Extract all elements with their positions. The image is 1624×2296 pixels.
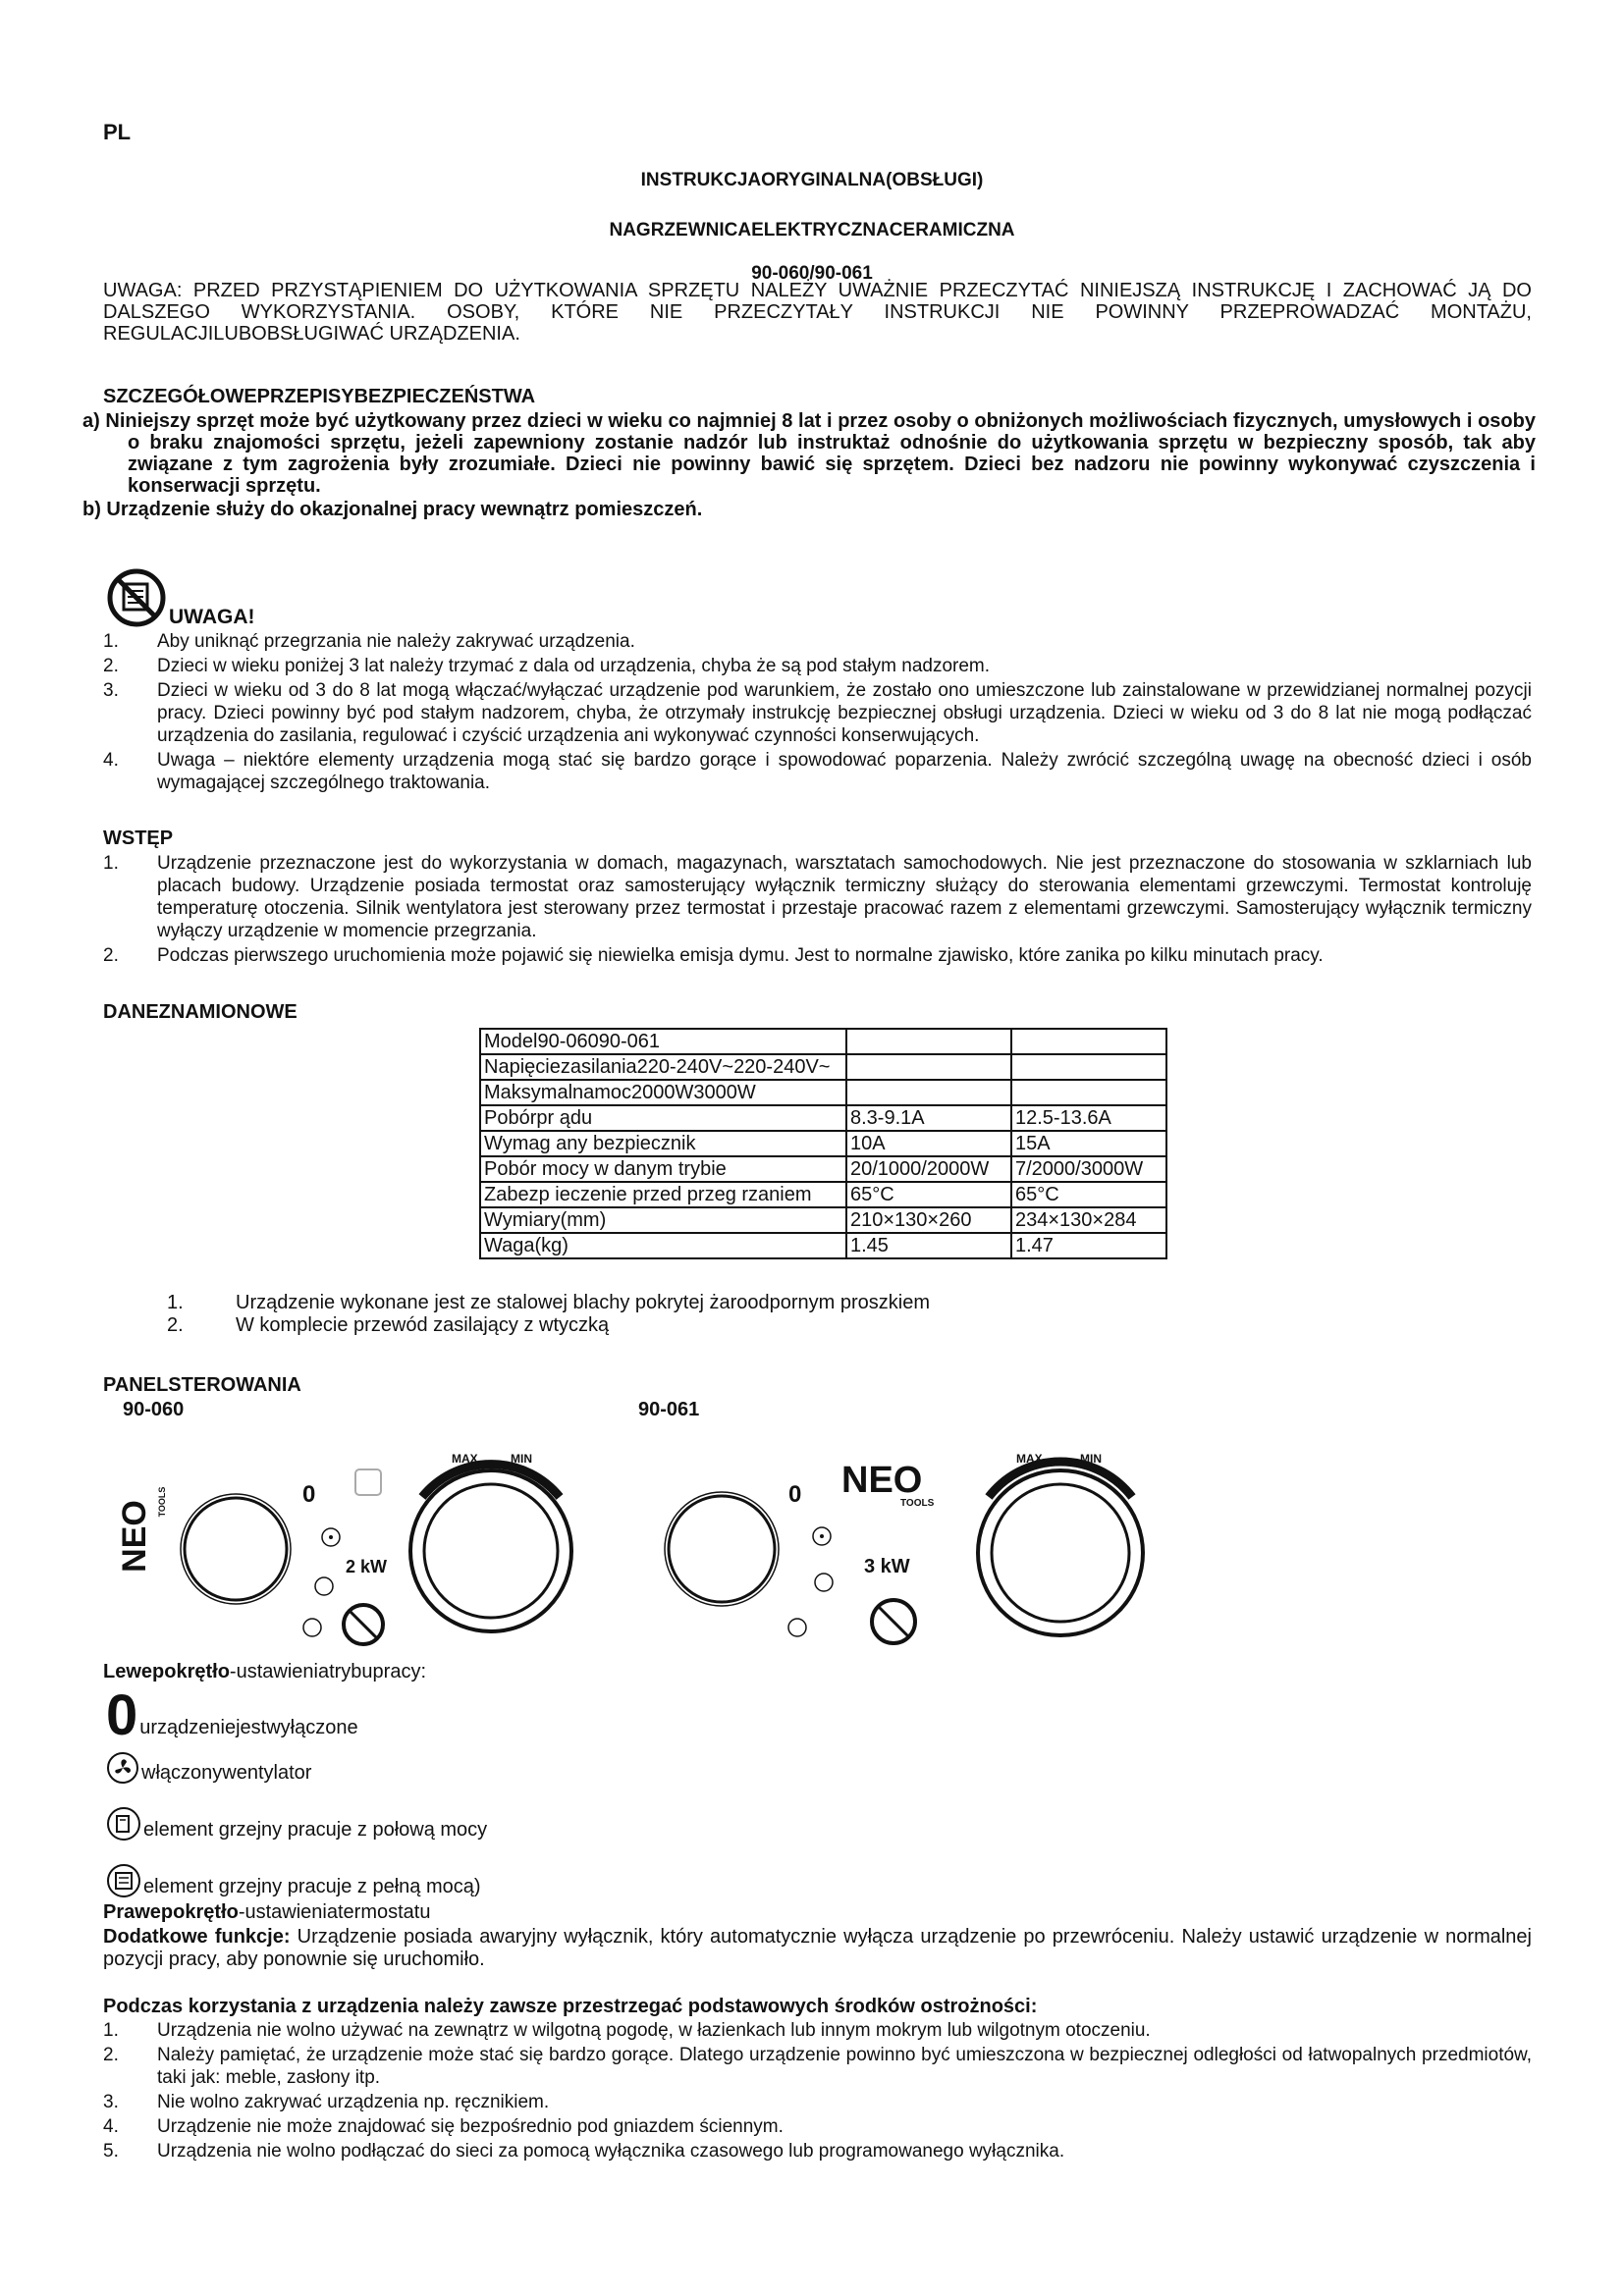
dane-heading: DANEZNAMIONOWE (103, 1001, 298, 1023)
legend-full-row (106, 1863, 481, 1898)
safety-rules (82, 410, 1536, 520)
legend-half-text: element grzejny pracuje z połową mocy (143, 1819, 488, 1841)
warning-paragraph: UWAGA: PRZED PRZYSTĄPIENIEM DO UŻYTKOWANIA SPRZĘTU NALEŻY UWAŻNIE PRZECZYTAĆ NINIEJSZĄ INSTRUKCJĘ I ZACHOWAĆ JĄ DO DALSZEGO WYKORZYSTANIA. OSOBY, KTÓRE NIE PRZECZYTAŁY INSTRUKCJI NIE POWINNY PRZEPROWADZAĆ MONTAŻU, REGULACJILUBOBSŁUGIWAĆ URZĄDZENIA. (103, 280, 1532, 345)
mode-zero-label: 0 (302, 1481, 316, 1508)
panel-model-b: 90-061 (638, 1399, 700, 1420)
mode-knob[interactable] (185, 1498, 287, 1600)
list-item: 1. Urządzenie przeznaczone jest do wykorzystania w domach, magazynach, warsztatach samochodowych. Nie jest przeznaczone do stosowania w szklarniach lub placach budowy. Urządzenie posiada termostat oraz samosterujący wyłącznik termiczny służący do sterowania elementami grzewczymi. Termostat kontroluję temperaturę otoczenia. Silnik wentylatora jest sterowany przez termostat i przestaje pracować razem z elementami grzewczymi. Samosterujący wyłącznik termiczny wyłączy urządzenie w momencie przegrzania. (103, 853, 1532, 941)
list-item: 4. Urządzenie nie może znajdować się bezpośrednio pod gniazdem ściennym. (103, 2116, 784, 2137)
precautions-heading: Podczas korzystania z urządzenia należy zawsze przestrzegać podstawowych środków ostrożności: (103, 1996, 1038, 2017)
table-row: Zabezp ieczenie przed przeg rzaniem 65°C 65°C (480, 1182, 1166, 1207)
indicator-light (355, 1469, 381, 1495)
left-knob-caption: Lewepokrętło-ustawieniatrybupracy: (103, 1661, 427, 1682)
list-item: 1. Aby uniknąć przegrzania nie należy zakrywać urządzenia. (103, 631, 635, 652)
thermostat-max-label: MAX (1016, 1452, 1043, 1466)
panel-heading: PANELSTEROWANIA (103, 1374, 301, 1396)
product-title: NAGRZEWNICAELEKTRYCZNACERAMICZNA (609, 220, 1015, 240)
list-item: 1. Urządzenie wykonane jest ze stalowej blachy pokrytej żaroodpornym proszkiem (167, 1292, 930, 1313)
table-row: Wymag any bezpiecznik 10A 15A (480, 1131, 1166, 1156)
thermostat-min-label: MIN (1080, 1452, 1102, 1466)
legend-full-text: element grzejny pracuje z pełną mocą) (143, 1876, 481, 1897)
list-item: 2. Dzieci w wieku poniżej 3 lat należy trzymać z dala od urządzenia, chyba że są pod stałym nadzorem. (103, 656, 991, 676)
safety-heading: SZCZEGÓŁOWEPRZEPISYBEZPIECZEŃSTWA (103, 386, 536, 407)
thermostat-min-label: MIN (511, 1452, 532, 1466)
brand-logo-vertical (116, 1487, 167, 1573)
panel-model-a: 90-060 (123, 1399, 185, 1420)
brand-logo-text: NEO (116, 1500, 153, 1573)
control-panel-90-060 (116, 1443, 619, 1659)
brand-sub-text: TOOLS (900, 1498, 935, 1509)
dane-notes (167, 1292, 930, 1337)
brand-sub-text: TOOLS (157, 1486, 167, 1518)
uwaga-label: UWAGA! (169, 606, 255, 628)
uwaga-list (103, 630, 1532, 796)
right-knob-caption: Prawepokrętło-ustawieniatermostatu (103, 1901, 431, 1923)
fan-icon-center (329, 1535, 333, 1539)
thermostat-max-label: MAX (452, 1452, 478, 1466)
table-row: Pobór mocy w danym trybie 20/1000/2000W 7/2000/3000W (480, 1156, 1166, 1182)
table-row: Napięciezasilania220-240V~220-240V~ (480, 1054, 1166, 1080)
table-row: Maksymalnamoc2000W3000W (480, 1080, 1166, 1105)
extra-functions: Dodatkowe funkcje: Urządzenie posiada awaryjny wyłącznik, który automatycznie wyłącza urządzenie po przewróceniu. Należy ustawić urządzenie w normalnej pozycji pracy, aby ponownie się uruchomiło. (103, 1926, 1532, 1970)
list-item: 2. Podczas pierwszego uruchomienia może pojawić się niewielka emisja dymu. Jest to normalne zjawisko, które zanika po kilku minutach pracy. (103, 945, 1324, 966)
legend-off-text: urządzeniejestwyłączone (139, 1717, 358, 1738)
precautions-list (103, 2019, 1532, 2164)
list-item: 1. Urządzenia nie wolno używać na zewnątrz w wilgotną pogodę, w łazienkach lub innym mokrym lub wilgotnym otoczeniu. (103, 2020, 1151, 2041)
full-power-icon (788, 1619, 806, 1636)
list-item: 3. Nie wolno zakrywać urządzenia np. ręcznikiem. (103, 2092, 550, 2112)
power-label-2kw: 2 kW (346, 1557, 388, 1576)
no-cover-icon (106, 567, 167, 628)
legend-fan-text: włączonywentylator (141, 1762, 312, 1784)
list-item: 5. Urządzenia nie wolno podłączać do sieci za pomocą wyłącznika czasowego lub programowanego wyłącznika. (103, 2141, 1065, 2162)
manual-title: INSTRUKCJAORYGINALNA(OBSŁUGI) (640, 170, 984, 190)
fan-icon (106, 1751, 139, 1785)
table-row: Wymiary(mm) 210×130×260 234×130×284 (480, 1207, 1166, 1233)
list-item: 4. Uwaga – niektóre elementy urządzenia mogą stać się bardzo gorące i spowodować poparzenia. Należy zwrócić szczególną uwagę na obecność dzieci i osób wymagającej szczególnego traktowania. (103, 750, 1532, 793)
thermostat-knob[interactable] (410, 1470, 571, 1631)
half-power-icon (315, 1577, 333, 1595)
table-row: Waga(kg) 1.45 1.47 (480, 1233, 1166, 1258)
thermostat-knob[interactable] (978, 1470, 1143, 1635)
half-power-icon (815, 1574, 833, 1591)
brand-logo-text: NEO (841, 1460, 923, 1501)
language-code: PL (103, 120, 132, 144)
safety-rule-a: a) Niniejszy sprzęt może być użytkowany przez dzieci w wieku co najmniej 8 lat i przez osoby o obniżonych możliwościach fizycznych, umysłowych i osoby o braku znajomości sprzętu, jeżeli zapewniony zostanie nadzór lub instruktaż odnośnie do użytkowania sprzętu w bezpieczny sposób, tak aby związane z tym zagrożenia były zrozumiałe. Dzieci nie powinny bawić się sprzętem. Dzieci bez nadzoru nie powinny wykonywać czyszczenia i konserwacji sprzętu. (82, 410, 1536, 497)
full-power-icon (303, 1619, 321, 1636)
table-row: Model90-06090-061 (480, 1029, 1166, 1054)
list-item: 2. Należy pamiętać, że urządzenie może stać się bardzo gorące. Dlatego urządzenie powinno być umieszczona w bezpiecznej odległości od łatwopalnych przedmiotów, taki jak: meble, zasłony itp. (103, 2045, 1532, 2088)
off-symbol: 0 (106, 1683, 138, 1747)
list-item: 2. W komplecie przewód zasilający z wtyczką (167, 1314, 610, 1336)
model-number: 90-060/90-061 (751, 263, 873, 284)
legend-half-row (106, 1806, 487, 1842)
table-row: Pobórpr ądu 8.3-9.1A 12.5-13.6A (480, 1105, 1166, 1131)
legend-fan-row (106, 1751, 311, 1785)
legend-off-row (106, 1683, 358, 1747)
spec-table (479, 1028, 1167, 1259)
power-label-3kw: 3 kW (864, 1556, 910, 1577)
wstep-list (103, 852, 1532, 969)
half-power-icon (106, 1806, 141, 1842)
full-power-icon (106, 1863, 141, 1898)
fan-icon-center (820, 1534, 824, 1538)
list-item: 3. Dzieci w wieku od 3 do 8 lat mogą włączać/wyłączać urządzenie pod warunkiem, że zostało ono umieszczone lub zainstalowane w przewidzianej normalnej pozycji pracy. Dzieci powinny być pod stałym nadzorem, chyba, że otrzymały instrukcję bezpiecznej obsługi urządzenia. Dzieci w wieku od 3 do 8 lat nie mogą podłączać urządzenia do zasilania, regulować i czyścić urządzenia ani wykonywać czynności konserwujących. (103, 680, 1532, 746)
safety-rule-b: b) Urządzenie służy do okazjonalnej pracy wewnątrz pomieszczeń. (82, 499, 703, 520)
mode-knob[interactable] (669, 1496, 775, 1602)
mode-zero-label: 0 (788, 1481, 802, 1508)
control-panel-90-061 (643, 1443, 1173, 1664)
wstep-heading: WSTĘP (103, 828, 174, 849)
